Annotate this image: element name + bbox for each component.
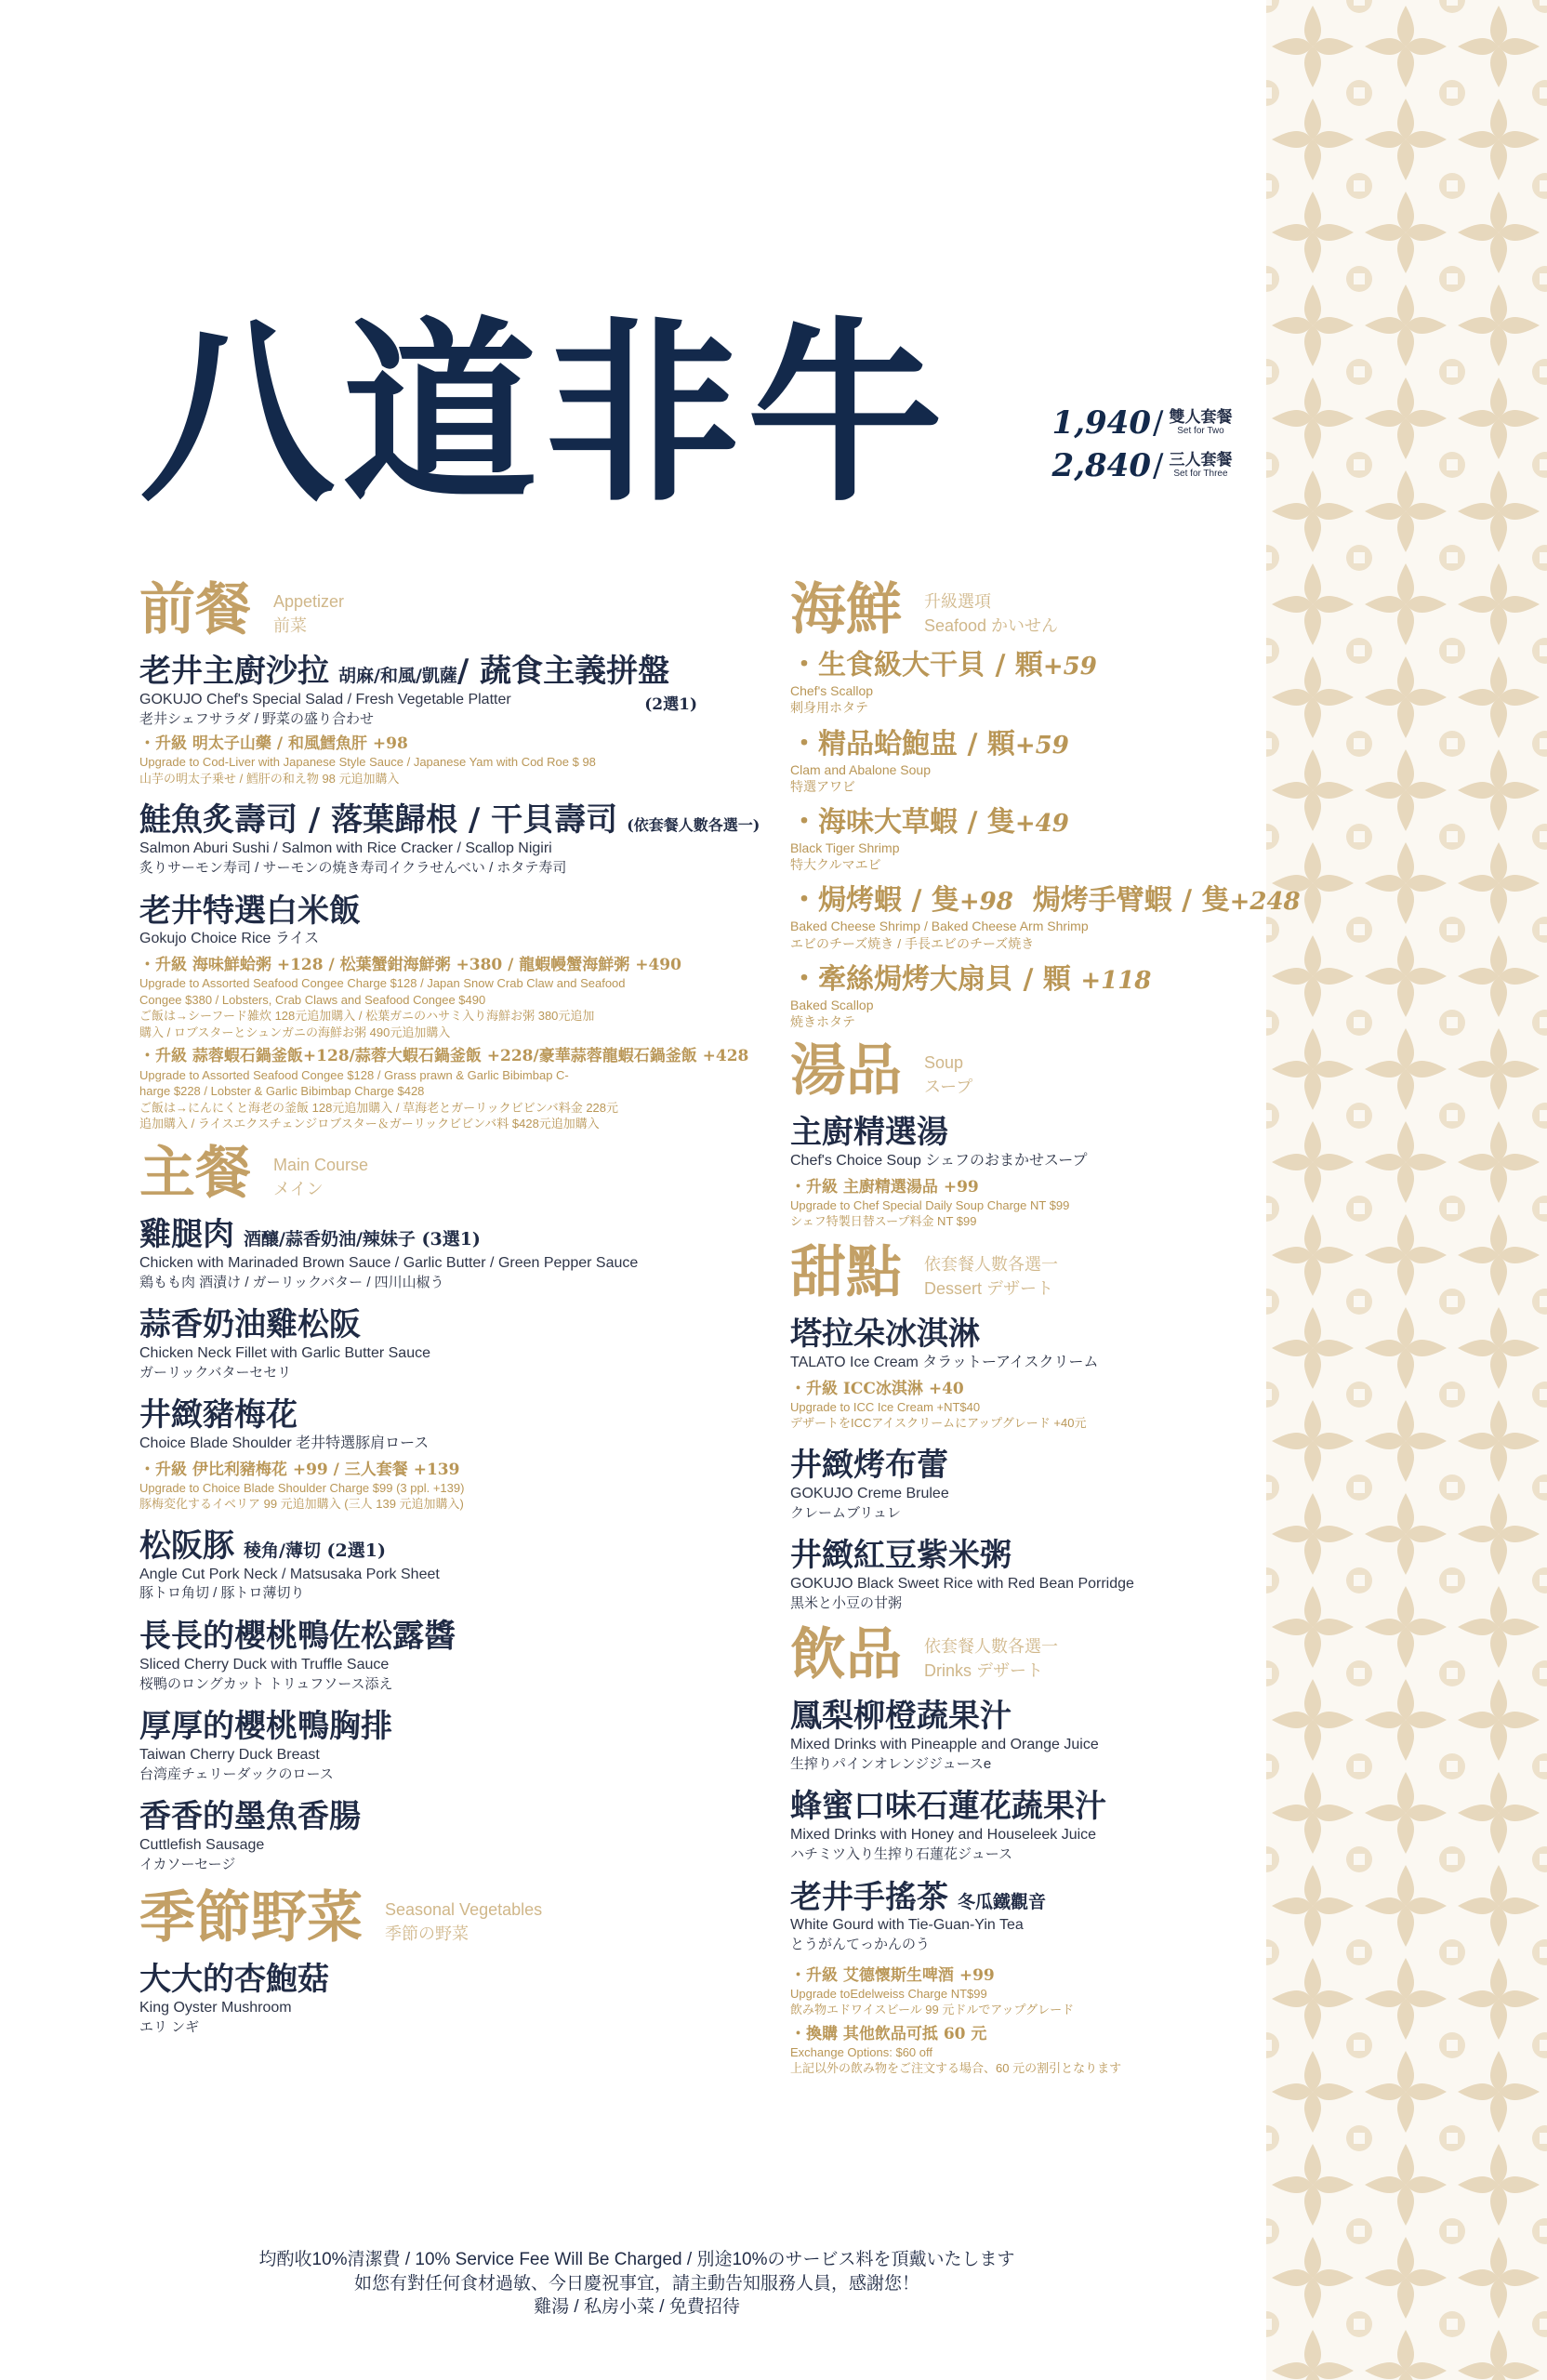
menu-item-tea bbox=[790, 1879, 1274, 2077]
section-subtitle-en: Seasonal Vegetables bbox=[385, 1900, 543, 1920]
item-name: ・生食級大干貝 / 顆 bbox=[790, 649, 1043, 682]
section-subtitle-jp: 前菜 bbox=[273, 616, 307, 636]
section-subtitle-en: Appetizer bbox=[273, 592, 345, 611]
footer-service-fee: 均酌收10%清潔費 / 10% Service Fee Will Be Charged / 別途10%のサービス料を頂戴いたします bbox=[258, 2250, 1015, 2269]
lattice-pattern bbox=[1266, 0, 1547, 2380]
item-name: 蜂蜜口味石蓮花蔬果汁 bbox=[790, 1788, 1106, 1826]
upgrade-line: Upgrade to Chef Special Daily Soup Charge NT $99 bbox=[790, 1197, 1070, 1212]
item-name: 鳳梨柳橙蔬果汁 bbox=[790, 1698, 1012, 1736]
upgrade-option bbox=[790, 1965, 1274, 2018]
item-name-jp: 刺身用ホタテ bbox=[790, 700, 868, 716]
item-name: 井緻烤布蕾 bbox=[790, 1447, 948, 1484]
upgrade-title: ・升級 艾德懷斯生啤酒 +99 bbox=[790, 1965, 995, 1985]
section-subtitle-en: Dessert デザート bbox=[924, 1279, 1054, 1299]
section-title: 季節野菜 bbox=[139, 1885, 363, 1951]
upgrade-line: 豚梅変化するイベリア 99 元追加購入 (三人 139 元追加購入) bbox=[139, 1497, 464, 1512]
menu-item-pork-neck bbox=[139, 1527, 790, 1603]
upgrade-title: ・換購 其他飲品可抵 60 元 bbox=[790, 2024, 987, 2043]
menu-item-chicken-thigh bbox=[139, 1216, 790, 1291]
left-column bbox=[139, 576, 790, 2037]
item-name-jp: 桜鴨のロングカット トリュフソース添え bbox=[139, 1675, 393, 1692]
item-name: 井緻豬梅花 bbox=[139, 1396, 298, 1435]
upgrade-line: Congee $380 / Lobsters, Crab Claws and Seafood Congee $490 bbox=[139, 992, 486, 1007]
upgrade-option bbox=[139, 734, 790, 787]
section-subtitle-jp: スープ bbox=[924, 1078, 973, 1097]
item-name-jp: クレームブリュレ bbox=[790, 1504, 901, 1521]
item-name: ・焗烤蝦 / 隻 bbox=[790, 884, 959, 918]
seafood-item-clam-abalone bbox=[790, 728, 1274, 795]
item-name: 大大的杏鮑菇 bbox=[139, 1961, 329, 1999]
section-subtitle-zh: 依套餐人數各選一 bbox=[924, 1255, 1058, 1275]
section-subtitle-en: Soup bbox=[924, 1053, 964, 1073]
item-name: 蒜香奶油雞松阪 bbox=[139, 1306, 361, 1343]
upgrade-line: Upgrade to ICC Ice Cream +NT$40 bbox=[790, 1399, 981, 1414]
decorative-pattern-strip bbox=[1266, 0, 1547, 2380]
item-name-en: Choice Blade Shoulder 老井特選豚肩ロース bbox=[139, 1435, 430, 1451]
menu-item-pineapple-juice bbox=[790, 1698, 1274, 1773]
item-name: 松阪豚 bbox=[139, 1527, 234, 1565]
section-title: 前餐 bbox=[139, 577, 251, 642]
section-title: 主餐 bbox=[139, 1140, 251, 1206]
section-subtitle-jp: 季節の野菜 bbox=[385, 1924, 469, 1944]
item-name: 雞腿肉 bbox=[139, 1215, 234, 1253]
set-prices bbox=[1049, 402, 1232, 487]
upgrade-line: harge $228 / Lobster & Garlic Bibimbap Charge $428 bbox=[139, 1084, 425, 1099]
section-dessert bbox=[790, 1240, 1274, 1306]
item-name-en: Sliced Cherry Duck with Truffle Sauce bbox=[139, 1656, 390, 1673]
item-name-jp: 台湾産チェリーダックのロース bbox=[139, 1765, 334, 1782]
item-name-en: King Oyster Mushroom bbox=[139, 2000, 292, 2016]
item-name-en: Mixed Drinks with Pineapple and Orange Juice bbox=[790, 1737, 1099, 1753]
section-subtitle-en: Main Course bbox=[273, 1155, 369, 1174]
upgrade-title: ・升級 伊比利豬梅花 +99 / 三人套餐 +139 bbox=[139, 1460, 460, 1479]
section-soup bbox=[790, 1038, 1274, 1104]
item-name-en: Clam and Abalone Soup bbox=[790, 761, 931, 777]
footer-notes bbox=[139, 2248, 1134, 2320]
section-seafood bbox=[790, 577, 1274, 642]
item-name-jp: 特大クルマエビ bbox=[790, 857, 881, 873]
upgrade-line: ご飯は→シーフード雑炊 128元追加購入 / 松葉ガニのハサミ入り海鮮お粥 380元追加 bbox=[139, 1009, 595, 1024]
item-name: ・海味大草蝦 / 隻 bbox=[790, 805, 1015, 839]
item-price: +98 bbox=[959, 888, 1013, 917]
item-name: 長長的櫻桃鴨佐松露醬 bbox=[139, 1617, 456, 1655]
item-name-en: Baked Cheese Shrimp / Baked Cheese Arm Shrimp bbox=[790, 919, 1089, 934]
price-set-two bbox=[1049, 402, 1232, 444]
upgrade-line: 上記以外の飲み物をご注文する場合、60 元の割引となります bbox=[790, 2061, 1122, 2076]
menu-item-chef-soup bbox=[790, 1114, 1274, 1230]
price-slash: / bbox=[1153, 447, 1164, 484]
seafood-item-baked-scallop bbox=[790, 963, 1274, 1030]
upgrade-line: Exchange Options: $60 off bbox=[790, 2044, 932, 2059]
item-name-jp: 老井シェフサラダ / 野菜の盛り合わせ bbox=[139, 710, 375, 727]
item-name: 老井特選白米飯 bbox=[139, 892, 361, 930]
price-slash: / bbox=[1153, 404, 1164, 442]
item-name: 厚厚的櫻桃鴨胸排 bbox=[139, 1708, 392, 1746]
item-name-en: Chicken Neck Fillet with Garlic Butter Sauce bbox=[139, 1344, 430, 1361]
item-name-en: Baked Scallop bbox=[790, 997, 874, 1012]
item-name-en: White Gourd with Tie-Guan-Yin Tea bbox=[790, 1917, 1024, 1934]
footer-allergy-note: 如您有對任何食材過敏、今日慶祝事宜，請主動告知服務人員，感謝您！ bbox=[353, 2273, 919, 2294]
menu-item-rice bbox=[139, 892, 790, 1132]
item-options: 胡麻/和風/凱薩 bbox=[338, 666, 457, 687]
section-subtitle-en: Drinks デザート bbox=[924, 1661, 1044, 1681]
item-price: +49 bbox=[1014, 809, 1069, 838]
menu-item-pork-shoulder bbox=[139, 1396, 790, 1513]
menu-item-king-oyster-mushroom bbox=[139, 1961, 790, 2036]
price-label: 雙人套餐 bbox=[1169, 407, 1233, 427]
item-name-jp: とうがんてっかんのう bbox=[790, 1937, 931, 1953]
menu-item-creme-brulee bbox=[790, 1447, 1274, 1522]
item-name-en: Angle Cut Pork Neck / Matsusaka Pork Sheet bbox=[139, 1566, 440, 1582]
upgrade-option bbox=[139, 1460, 790, 1513]
item-name: ・牽絲焗烤大扇貝 / 顆 bbox=[790, 962, 1071, 996]
menu-title: 八道非牛 bbox=[139, 298, 951, 528]
item-name: 鮭魚炙壽司 / 落葉歸根 / 干貝壽司 bbox=[139, 801, 618, 840]
menu-item-cuttlefish-sausage bbox=[139, 1798, 790, 1873]
upgrade-line: Upgrade to Assorted Seafood Congee $128 / Grass prawn & Garlic Bibimbap C- bbox=[139, 1067, 569, 1082]
item-name-en: TALATO Ice Cream タラットーアイスクリーム bbox=[790, 1355, 1099, 1371]
section-main-course bbox=[139, 1140, 790, 1206]
upgrade-option bbox=[790, 1379, 1274, 1432]
item-options: 酒釀/蒜香奶油/辣妹子 (3選1) bbox=[244, 1228, 481, 1250]
menu-item-cherry-duck-breast bbox=[139, 1708, 790, 1783]
menu-item-ice-cream bbox=[790, 1316, 1274, 1432]
item-name-jp: ガーリックバターセセリ bbox=[139, 1364, 292, 1381]
item-name-jp: 特選アワビ bbox=[790, 778, 855, 794]
upgrade-line: 追加購入 / ライスエクスチェンジロブスター＆ガーリックビビンバ料 $428元追加購入 bbox=[139, 1117, 600, 1131]
upgrade-title: ・升級 蒜蓉蝦石鍋釜飯+128/蒜蓉大蝦石鍋釜飯 +228/豪華蒜蓉龍蝦石鍋釜飯 +428 bbox=[139, 1047, 749, 1066]
upgrade-line: 山芋の明太子乗せ / 鱈肝の和え物 98 元追加購入 bbox=[139, 771, 400, 786]
upgrade-line: Upgrade toEdelweiss Charge NT$99 bbox=[790, 1986, 987, 2001]
upgrade-line: デザートをICCアイスクリームにアップグレード +40元 bbox=[790, 1416, 1087, 1431]
footer-complimentary: 雞湯 / 私房小菜 / 免費招待 bbox=[534, 2297, 740, 2318]
upgrade-line: Upgrade to Cod-Liver with Japanese Style Sauce / Japanese Yam with Cod Roe $ 98 bbox=[139, 755, 596, 770]
item-name-second: / 蔬食主義拼盤 bbox=[456, 653, 670, 691]
item-name-en: Mixed Drinks with Honey and Houseleek Juice bbox=[790, 1827, 1097, 1844]
upgrade-line: 購入 / ロブスターとシュンガニの海鮮お粥 490元追加購入 bbox=[139, 1025, 451, 1039]
section-subtitle-jp: メイン bbox=[273, 1179, 324, 1198]
section-title: 湯品 bbox=[790, 1038, 902, 1104]
item-price-second: +248 bbox=[1229, 888, 1301, 917]
section-appetizer bbox=[139, 577, 790, 642]
upgrade-line: ご飯は→にんにくと海老の釜飯 128元追加購入 / 草海老とガーリックビビンバ料金 228元 bbox=[139, 1100, 619, 1115]
item-name: 主廚精選湯 bbox=[790, 1114, 948, 1152]
item-name-en: Taiwan Cherry Duck Breast bbox=[139, 1746, 320, 1763]
upgrade-option bbox=[790, 1177, 1274, 1230]
item-price: +59 bbox=[1042, 653, 1097, 681]
right-column bbox=[790, 576, 1301, 2077]
exchange-option bbox=[790, 2024, 1274, 2077]
upgrade-title: ・升級 明太子山藥 / 和風鱈魚肝 +98 bbox=[139, 734, 408, 754]
upgrade-option bbox=[139, 1046, 790, 1131]
item-name-en: GOKUJO Chef's Special Salad / Fresh Vegetable Platter bbox=[139, 691, 511, 707]
item-name-en: Chef's Scallop bbox=[790, 683, 874, 699]
item-options: 稜角/薄切 (2選1) bbox=[244, 1540, 386, 1561]
upgrade-title: ・升級 ICC冰淇淋 +40 bbox=[790, 1379, 964, 1398]
section-title: 甜點 bbox=[790, 1240, 902, 1306]
item-name-en: GOKUJO Creme Brulee bbox=[790, 1485, 949, 1501]
item-name: 塔拉朵冰淇淋 bbox=[790, 1316, 980, 1354]
item-name-jp: 豚トロ角切 / 豚トロ薄切り bbox=[139, 1585, 305, 1602]
item-name-en: GOKUJO Black Sweet Rice with Red Bean Porridge bbox=[790, 1575, 1134, 1592]
price-label: 三人套餐 bbox=[1169, 450, 1233, 469]
menu-item-salad bbox=[139, 653, 790, 787]
item-name-en: Chicken with Marinaded Brown Sauce / Garlic Butter / Green Pepper Sauce bbox=[139, 1254, 639, 1271]
upgrade-line: Upgrade to Choice Blade Shoulder Charge $99 (3 ppl. +139) bbox=[139, 1480, 465, 1495]
item-name: 老井主廚沙拉 bbox=[139, 653, 329, 691]
upgrade-line: 飲み物エドワイスビール 99 元ドルでアップグレード bbox=[790, 2003, 1075, 2017]
item-name-en: Salmon Aburi Sushi / Salmon with Rice Cracker / Scallop Nigiri bbox=[139, 840, 552, 857]
menu-item-chicken-neck bbox=[139, 1306, 790, 1382]
item-name-jp: 生搾りパインオレンジジュースe bbox=[790, 1755, 992, 1772]
item-name-jp: エビのチーズ焼き / 手長エビのチーズ焼き bbox=[790, 935, 1035, 951]
item-name-en: Black Tiger Shrimp bbox=[790, 840, 900, 855]
item-name-jp: 焼きホタテ bbox=[790, 1013, 855, 1029]
item-name-jp: 鶏もも肉 酒漬け / ガーリックバター / 四川山椒う bbox=[139, 1274, 444, 1290]
section-title: 飲品 bbox=[790, 1622, 902, 1688]
menu-item-honey-juice bbox=[790, 1788, 1274, 1863]
item-name-jp: 黒米と小豆の甘粥 bbox=[790, 1594, 903, 1611]
item-choice: (2選1) bbox=[644, 694, 697, 714]
item-price: +59 bbox=[1014, 731, 1069, 760]
upgrade-title: ・升級 主廚精選湯品 +99 bbox=[790, 1177, 979, 1197]
section-title: 海鮮 bbox=[790, 577, 902, 642]
section-drinks bbox=[790, 1622, 1274, 1688]
menu-item-sushi bbox=[139, 801, 790, 877]
price-amount: 2,840 bbox=[1051, 447, 1151, 484]
price-amount: 1,940 bbox=[1051, 404, 1151, 442]
item-name-en: Cuttlefish Sausage bbox=[139, 1836, 265, 1853]
item-name: ・精品蛤鮑盅 / 顆 bbox=[790, 727, 1015, 760]
upgrade-title: ・升級 海味鮮蛤粥 +128 / 松葉蟹鉗海鮮粥 +380 / 龍蝦幔蟹海鮮粥 +490 bbox=[139, 956, 681, 975]
item-name: 香香的墨魚香腸 bbox=[139, 1798, 361, 1836]
section-subtitle-zh: 依套餐人數各選一 bbox=[924, 1637, 1058, 1657]
price-label-en: Set for Two bbox=[1177, 425, 1224, 436]
item-name-jp: イカソーセージ bbox=[139, 1856, 236, 1872]
item-price: +118 bbox=[1080, 966, 1152, 995]
item-name-jp: ハチミツ入り生搾り石蓮花ジュース bbox=[790, 1846, 1012, 1863]
item-name-second: 焗烤手臂蝦 / 隻 bbox=[1032, 884, 1230, 918]
upgrade-line: Upgrade to Assorted Seafood Congee Charge $128 / Japan Snow Crab Claw and Seafood bbox=[139, 976, 626, 991]
item-name-en: Gokujo Choice Rice ライス bbox=[139, 931, 320, 947]
item-name-jp: 炙りサーモン寿司 / サーモンの焼き寿司イクラせんべい / ホタテ寿司 bbox=[139, 860, 567, 877]
upgrade-option bbox=[139, 955, 790, 1040]
item-name: 老井手搖茶 bbox=[790, 1878, 948, 1916]
item-name: 井緻紅豆紫米粥 bbox=[790, 1537, 1012, 1575]
price-set-three bbox=[1049, 444, 1232, 487]
item-options: 冬瓜鐵觀音 bbox=[958, 1891, 1047, 1912]
seafood-item-tiger-shrimp bbox=[790, 806, 1274, 873]
seafood-item-baked-shrimp bbox=[790, 884, 1301, 951]
upgrade-line: シェフ特製日替スープ料金 NT $99 bbox=[790, 1214, 977, 1229]
section-subtitle-en: Seafood かいせん bbox=[924, 616, 1059, 636]
item-options: (依套餐人數各選一) bbox=[627, 816, 760, 835]
menu-item-cherry-duck-sliced bbox=[139, 1618, 790, 1693]
section-subtitle-zh: 升級選項 bbox=[924, 592, 991, 611]
price-label-en: Set for Three bbox=[1173, 468, 1228, 479]
item-name-jp: エリ ンギ bbox=[139, 2019, 200, 2036]
seafood-item-scallop bbox=[790, 649, 1274, 716]
menu-item-rice-porridge bbox=[790, 1537, 1274, 1612]
item-name-en: Chef's Choice Soup シェフのおまかせスープ bbox=[790, 1153, 1088, 1170]
section-seasonal-vegetables bbox=[139, 1885, 790, 1951]
